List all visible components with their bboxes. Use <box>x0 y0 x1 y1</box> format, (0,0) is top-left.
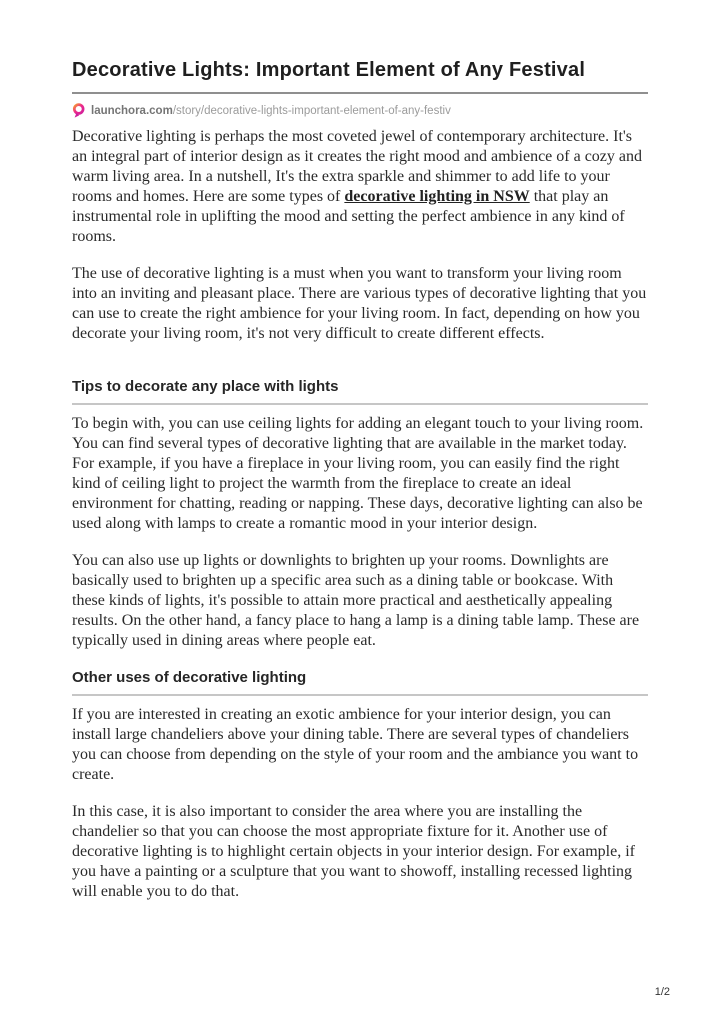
tips-paragraph-2: You can also use up lights or downlights to brighten up your rooms. Downlights are basically used to brighten up a specific area such as a dining table or bookcase. With these kinds of lights, it's possible to attain more practical and aesthetically appealing results. On the other hand, a fancy place to hang a lamp is a dining table lamp. These are typically used in dining areas where people eat. <box>72 552 640 649</box>
section-heading-other-uses: Other uses of decorative lighting <box>72 668 648 696</box>
source-url-row <box>72 103 648 119</box>
title-divider <box>72 92 648 94</box>
tips-paragraph-1: To begin with, you can use ceiling lights for adding an elegant touch to your living room. You can find several types of decorative lighting that are available in the market today. For example, if you have a fireplace in your living room, you can easily find the right kind of ceiling light to project the warmth from the fireplace to create an ideal environment for chatting, reading or napping. These days, decorative lighting can also be used along with lamps to create a romantic mood in your interior design. <box>72 415 644 532</box>
intro-paragraph-2: The use of decorative lighting is a must when you want to transform your living room into an inviting and pleasant place. There are various types of decorative lighting that you can use to create the right ambience for your living room. In fact, depending on how you decorate your living room, it's not very difficult to create different effects. <box>72 265 647 342</box>
launchora-balloon-icon <box>72 103 85 119</box>
other-uses-paragraph-2: In this case, it is also important to consider the area where you are installing the chandelier so that you can choose the most appropriate fixture for it. Another use of decorative lighting is to highlight certain objects in your interior design. For example, if you have a painting or a sculpture that you want to showoff, installing recessed lighting will enable you to do that. <box>72 803 635 900</box>
intro-paragraph-1-text-after: that play an instrumental role in uplifting the mood and setting the perfect ambience in any kind of rooms. <box>72 188 625 245</box>
source-domain: launchora.com <box>91 104 173 117</box>
source-path: /story/decorative-lights-important-element-of-any-festiv <box>172 104 451 117</box>
intro-paragraph-1 <box>72 127 648 247</box>
page-title: Decorative Lights: Important Element of Any Festival <box>72 59 586 81</box>
decorative-lighting-nsw-link[interactable]: decorative lighting in NSW <box>344 188 530 205</box>
source-url-text <box>91 104 451 119</box>
article-body <box>72 127 648 902</box>
page-number-indicator: 1/2 <box>654 986 670 998</box>
intro-paragraph-1-text-before: Decorative lighting is perhaps the most coveted jewel of contemporary architecture. It's an integral part of interior design as it creates the right mood and ambience of a cozy and warm living area. In a nutshell, It's the extra sparkle and shimmer to add life to your rooms and homes. Here are some types of <box>72 128 643 205</box>
section-heading-tips: Tips to decorate any place with lights <box>72 377 648 405</box>
other-uses-paragraph-1: If you are interested in creating an exotic ambience for your interior design, you can install large chandeliers above your dining table. There are several types of chandeliers you can choose from depending on the style of your room and the ambiance you want to create. <box>72 706 639 783</box>
